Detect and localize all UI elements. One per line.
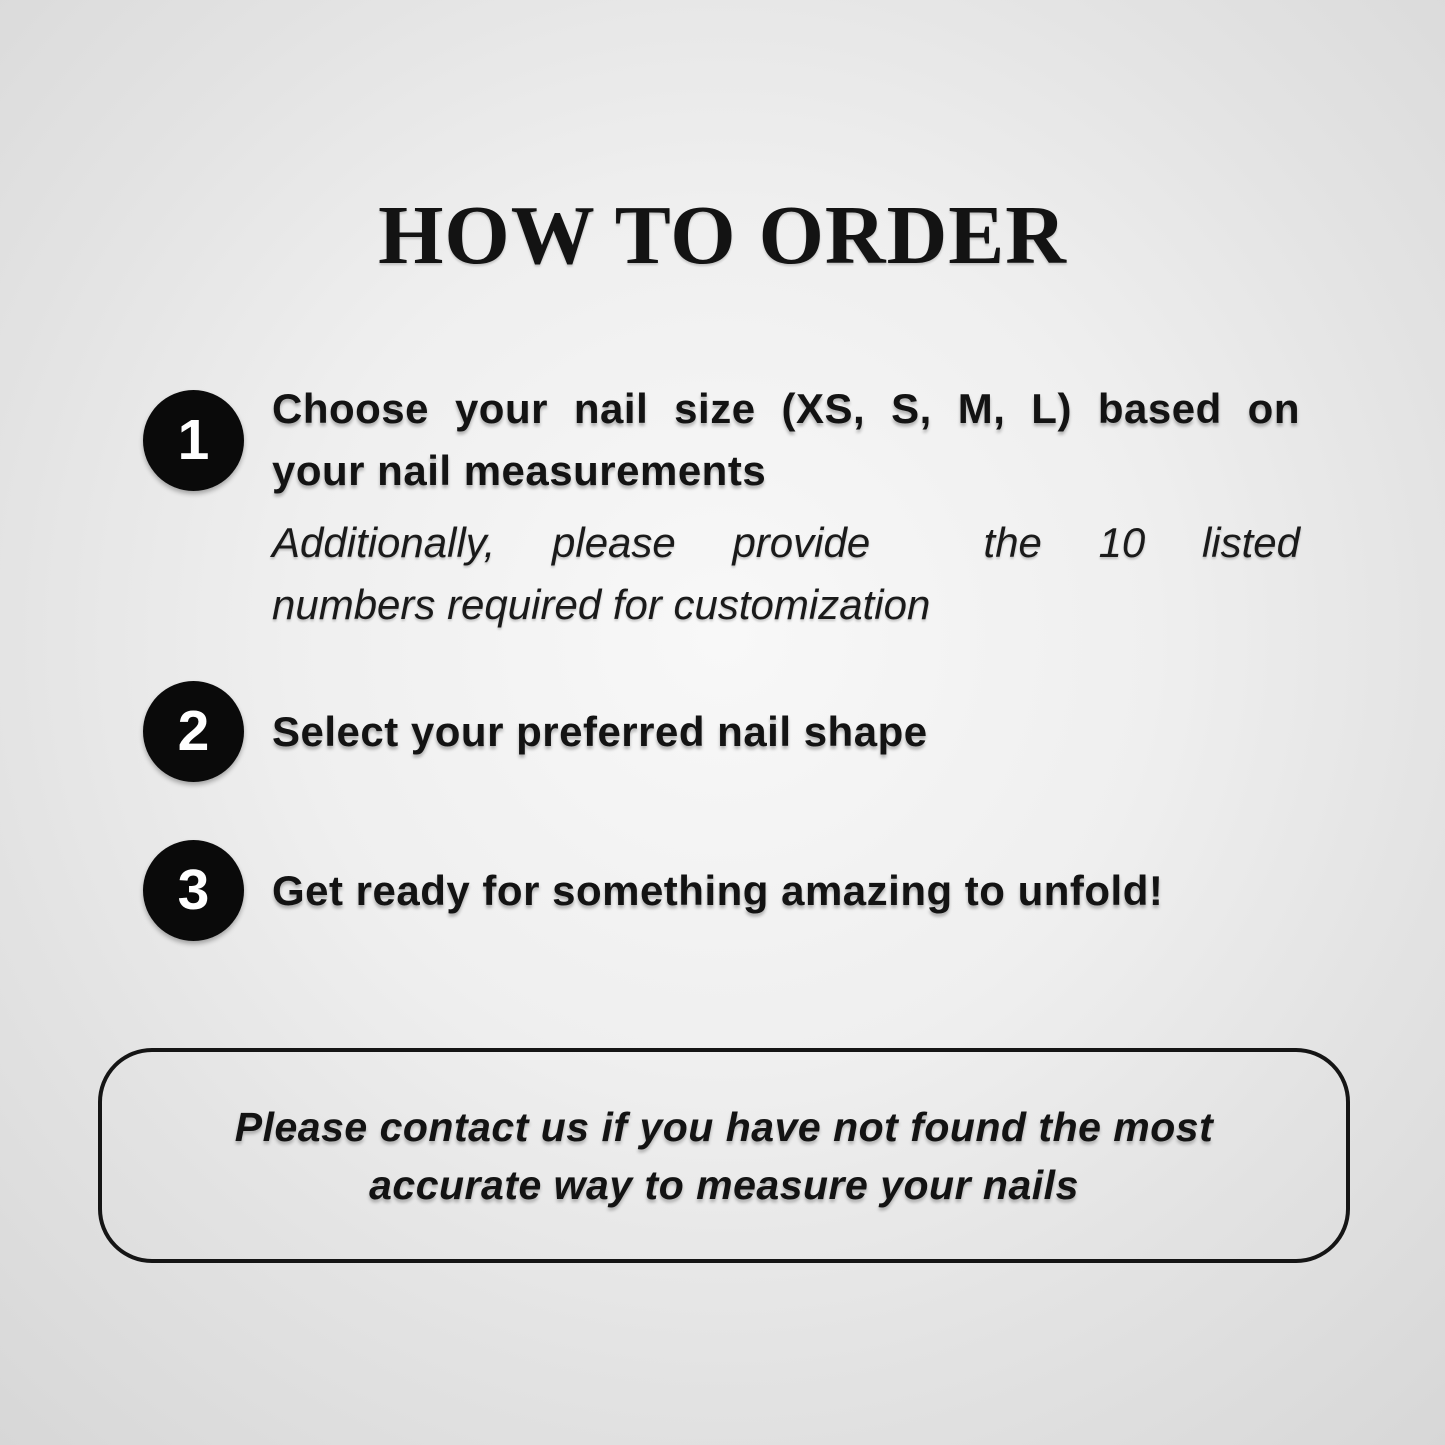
step-1-heading-line-2: your nail measurements (272, 447, 767, 494)
step-3-number-badge (143, 840, 244, 941)
step-1-heading (272, 378, 1300, 502)
step-1-number-badge (143, 390, 244, 491)
step-3-number: 3 (177, 858, 210, 922)
step-2-row (143, 681, 1300, 782)
step-2-heading (272, 701, 1300, 763)
step-2-number: 2 (177, 699, 210, 763)
page-title: HOW TO ORDER (378, 189, 1067, 282)
contact-note-line-1: Please contact us if you have not found the most (234, 1103, 1214, 1150)
step-2-heading-line-1: Select your preferred nail shape (272, 707, 928, 755)
step-1-heading-line-1: Choose your nail size (XS, S, M, L) based on (272, 385, 1300, 432)
step-2-number-badge (143, 681, 244, 782)
step-1-note (272, 512, 1300, 636)
contact-note-line-2: accurate way to measure your nails (369, 1161, 1079, 1208)
step-3-heading (272, 860, 1300, 922)
step-1-number: 1 (177, 407, 210, 472)
contact-note-box (98, 1048, 1350, 1263)
step-3-row (143, 840, 1300, 941)
step-3-heading-line-1: Get ready for something amazing to unfold! (272, 866, 1164, 914)
step-1-note-line-2: numbers required for customization (272, 581, 931, 628)
step-1-row (143, 378, 1300, 502)
step-1-note-line-1: Additionally, please provide the 10 listed (272, 519, 1300, 566)
